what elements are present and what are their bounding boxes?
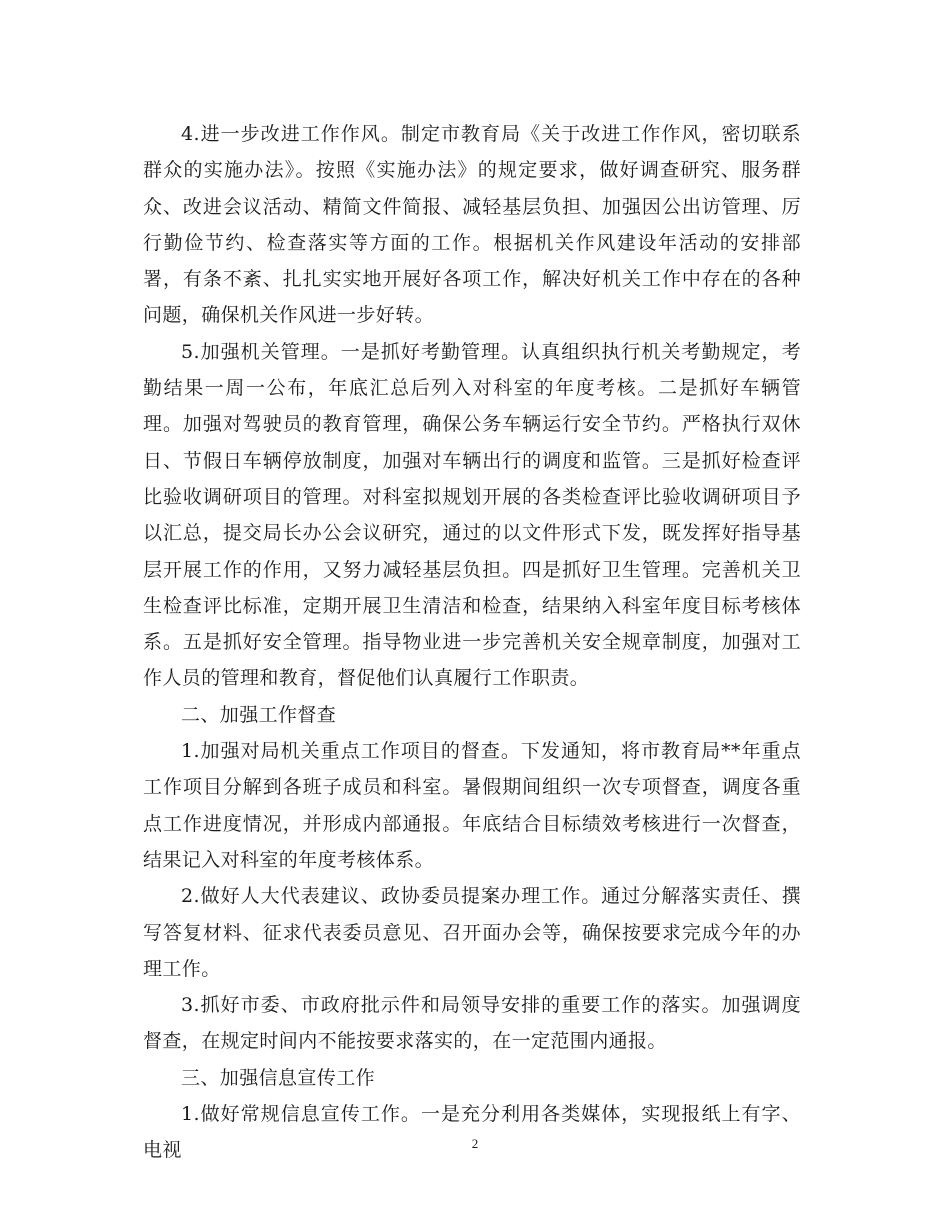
paragraph-strengthen-office-management: 5.加强机关管理。一是抓好考勤管理。认真组织执行机关考勤规定，考勤结果一周一公布，年底汇总后列入对科室的年度考核。二是抓好车辆管理。加强对驾驶员的教育管理，确保公务车辆运行安全节约。严格执行双休日、节假日车辆停放制度，加强对车辆出行的调度和监管。三是抓好检查评比验收调研项目的管理。对科室拟规划开展的各类检查评比验收调研项目予以汇总，提交局长办公会议研究，通过的以文件形式下发，既发挥好指导基层开展工作的作用，又努力减轻基层负担。四是抓好卫生管理。完善机关卫生检查评比标准，定期开展卫生清洁和检查，结果纳入科室年度目标考核体系。五是抓好安全管理。指导物业进一步完善机关安全规章制度，加强对工作人员的管理和教育，督促他们认真履行工作职责。 (143, 340, 801, 690)
section-heading-information-publicity: 三、加强信息宣传工作 (181, 1066, 376, 1089)
page-number: 2 (471, 1136, 479, 1151)
document-body (143, 116, 801, 1169)
paragraph-proposal-handling: 2.做好人大代表建议、政协委员提案办理工作。通过分解落实责任、撰写答复材料、征求代表委员意见、召开面办会等，确保按要求完成今年的办理工作。 (143, 885, 801, 980)
paragraph-key-project-supervision: 1.加强对局机关重点工作项目的督查。下发通知，将市教育局**年重点工作项目分解到各班子成员和科室。暑假期间组织一次专项督查，调度各重点工作进度情况，并形成内部通报。年底结合目标绩效考核进行一次督查，结果记入对科室的年度考核体系。 (143, 740, 801, 871)
paragraph-routine-publicity: 1.做好常规信息宣传工作。一是充分利用各类媒体，实现报纸上有字、电视 (143, 1103, 801, 1162)
paragraph-instruction-implementation: 3.抓好市委、市政府批示件和局领导安排的重要工作的落实。加强调度督查，在规定时间内不能按要求落实的，在一定范围内通报。 (143, 994, 801, 1053)
section-heading-work-supervision: 二、加强工作督查 (181, 703, 337, 726)
paragraph-improve-work-style: 4.进一步改进工作作风。制定市教育局《关于改进工作作风，密切联系群众的实施办法》。按照《实施办法》的规定要求，做好调查研究、服务群众、改进会议活动、精简文件简报、减轻基层负担、加强因公出访管理、厉行勤俭节约、检查落实等方面的工作。根据机关作风建设年活动的安排部署，有条不紊、扎扎实实地开展好各项工作，解决好机关工作中存在的各种问题，确保机关作风进一步好转。 (143, 123, 801, 327)
